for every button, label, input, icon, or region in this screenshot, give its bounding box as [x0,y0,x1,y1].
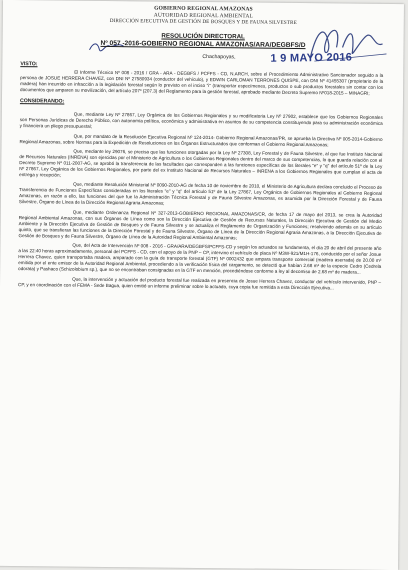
place-label: Chachapoyas, [202,53,236,61]
considerando-paragraph-5: Que, mediante Ordenanza Regional Nº 327-2013-GOBIERNO REGIONAL AMAZONAS/CR, de fecha 17 de mayo del 2013, se crea la Autoridad Regional Ambiental Amazonas, con sus Órganos de Línea como son la Dirección Ejecutiva de Gestión de Recursos Naturales, la Dirección Ejecutiva de Gestión del Medio Ambiente y la Dirección Ejecutiva de Gestión de Bosques y de Fauna Silvestre y se actualiza el Reglamento de Organización y Funciones; resolviendo además en su artículo quinto, que se transfieran las funciones de la Dirección Forestal y de Fauna Silvestre, Órgano de Línea de la Dirección Regional Agraria Amazonas, a la Dirección Ejecutiva de Gestión de Bosques y de Fauna Silvestre, Órgano de Línea de la Autoridad Regional Ambiental Amazonas; [18,209,382,241]
considerando-paragraph-7: Que, la intervención y actuación del producto forestal fue realizada en presencia de Josue Herrera Chavez, conductor del vehículo intervenido, PNP – CP, y en coordinación con el FEMA - Sede Bagua, quien emitió un informe preliminar sobre lo actuado, cuya copia fue remitida a esta Dirección Ejecutiva... [18,276,382,290]
considerando-paragraph-6: Que, del Acta de Intervención Nº 008 - 2016 - GRA/ARA/DEGBFS/PCFFS-CD y según los actuados se fundamenta, el día 20 de abril del presente año a las 22:40 horas aproximadamente, personal del PCFFS - CD, con el apoyo de la PNP – CP, intervino el vehículo de placa Nº M3W-921/M1H-176, conducido por el señor Josue Herrera Chavez, quien transportaba madera, amparado con la guía de transporte forestal (GTF) Nº 0002432 que ampara transporte comercial (madera aserrada) de 20.00 m³ emitida por el ente emisor de la Autoridad Regional Ambiental, procediendo a la verificación física del cargamento, se detectó que habían 2.68 m³ de la especie Cedro (Cedrela odorata) y Pashaco (Schizolobium sp.), que no se encontraban consignadas en la GTF en mención, procediéndose conforme a ley al decomiso de 2.68 m³ de madera... [18,242,382,275]
considerando-heading: CONSIDERANDO: [19,98,65,105]
considerando-paragraph-4: Que, mediante Resolución Ministerial Nº 0090-2010-AG de fecha 10 de noviembre de 2010, el Ministerio de Agricultura declara concluido el Proceso de Transferencia de Funciones Específicas consideradas en los literales "e" y "q" del artículo 51º de la Ley 27867, Ley Orgánica de Gobiernos Regionales al Gobierno Regional Amazonas, en razón a ello, las funciones del que fue la Administración Técnica Forestal y de Fauna Silvestre Amazonas, es asumida por la Dirección Forestal y de Fauna Silvestre, Órgano de Línea de la Dirección Regional Agraria Amazonas; [18,181,383,207]
document-body [18,60,383,295]
visto-paragraph: El Informe Técnico Nº 008 - 2016 / GRA - ARA - DEGBFS / PCFFS - CD, N.ARCH, sobre el Procedimiento Administrativo Sancionador seguido a la persona de JOSUE HERRERA CHAVEZ, con DNI Nº 27580934 (conductor del vehículo), y EDWIN CARLOMAN TERRONES QUISPE, con DNI Nº 41455307 (propietario de la madera) han incurrido en infracción a la legislación forestal según lo previsto en el inciso "i" (transportar especímenes, productos o sub productos forestales sin contar con los documentos que amparen su movilización, del artículo 207º (207.3) del Reglamento para la gestión forestal, aprobado mediante Decreto Supremo Nº018-2015 – MINAGRI; [20,69,384,96]
considerando-paragraph-2: Que, por mandato de la Resolución Ejecutiva Regional Nº 124-2014- Gobierno Regional Amazonas/PR, se aprueba la Directiva Nº 005-2014-Gobierno Regional Amazonas, sobre Normas para la Expedición de Resoluciones en los Órganos Estructurados que conforman el Gobierno Regional Amazonas; [19,133,383,147]
resolution-title [3,31,404,50]
resolution-number: Nº 057 -2016-GOBIERNO REGIONAL AMAZONAS/ARA/DEGBFS/D [100,39,306,50]
considerando-paragraph-3: Que, mediante ley 29076, se precisa que las funciones otorgadas por la Ley Nº 27308, Ley Forestal y de Fauna Silvestre, al que fue Instituto Nacional de Recursos Naturales (INRENA) son ejercidas por el Ministerio de Agricultura o los Gobiernos Regionales dentro del marco de sus competencias, lo que guarda relación con el Decreto Supremo Nº 011-2007-AG, se aprobó la transferencia de las facultades que corresponden a las funciones específicas de los literales "e" y "q" del artículo 51º de la Ley Nº 27867, Ley Orgánica de los Gobiernos Regionales, por parte del ex Instituto Nacional de Recursos Naturales – INRENA a los Gobiernos Regionales que cumplan el acta de entrega y recepción; [19,148,383,178]
title-line-1: RESOLUCIÓN DIRECTORAL [161,32,245,41]
visto-heading: VISTO: [20,61,38,68]
date-stamp: 1 9 MAYO 2016 [270,51,353,65]
header-line-1: GOBIERNO REGIONAL AMAZONAS [154,5,253,13]
header-line-2: AUTORIDAD REGIONAL AMBIENTAL [153,11,254,20]
considerando-paragraph-1: Que, mediante Ley Nº 27867, Ley Orgánica de los Gobiernos Regionales y su modificatoria Ley Nº 27902, establece que los Gobiernos Regionales son Personas Jurídicas de Derecho Público, con autonomía política, económica y administrativa en asuntos de su competencia constituyendo para su administración económica y financiera un pliego presupuestal; [19,111,383,130]
header-line-3: DIRECCIÓN EJECUTIVA DE GESTIÓN DE BOSQUES Y DE FAUNA SILVESTRE [109,18,297,26]
